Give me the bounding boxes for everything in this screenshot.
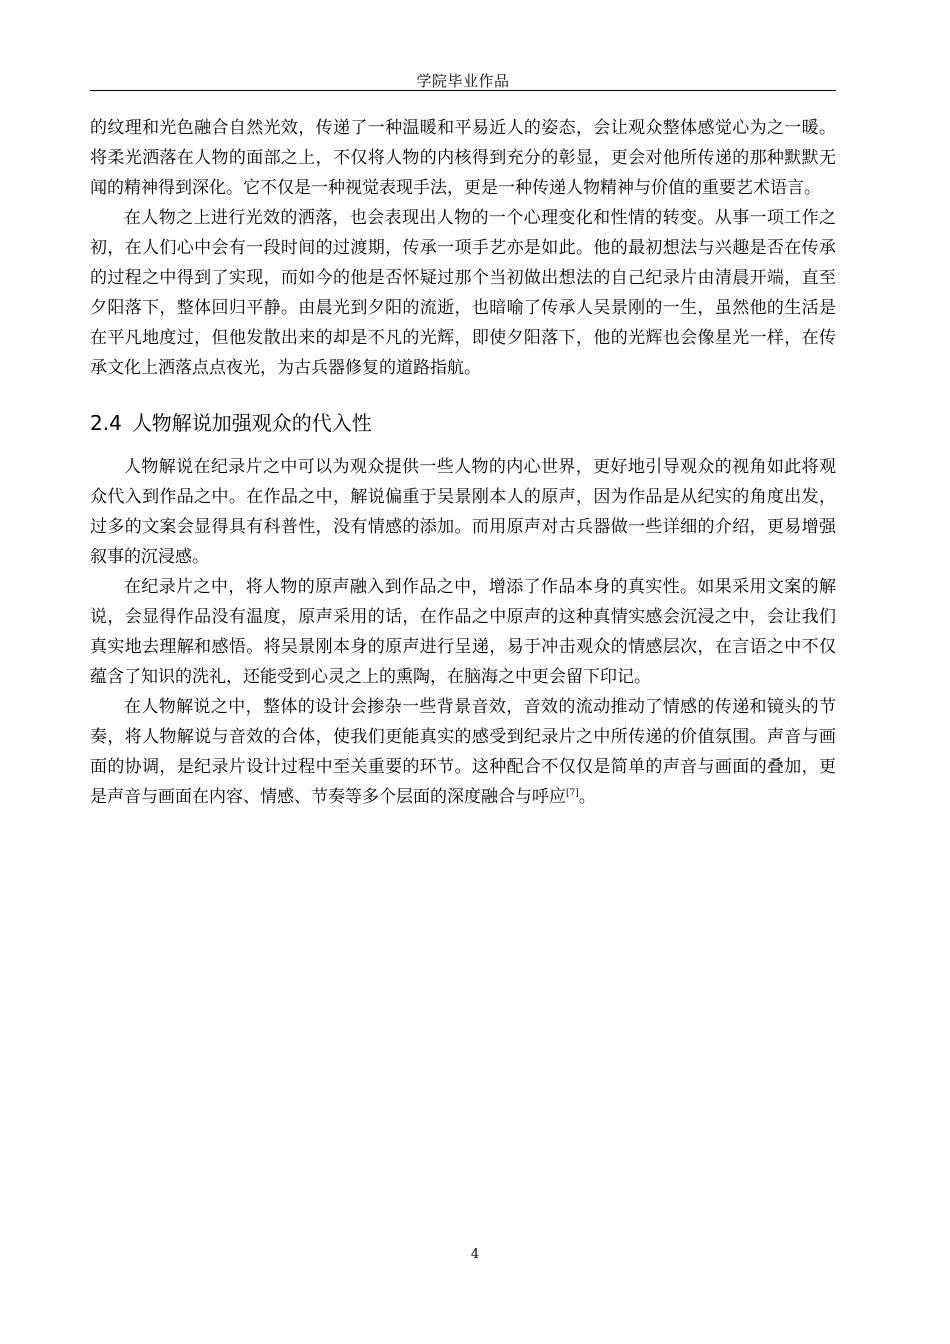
paragraph-ending: 。 [578,787,596,807]
page-body [90,113,836,812]
section-title: 人物解说加强观众的代入性 [131,411,372,435]
running-header: 学院毕业作品 [416,72,510,90]
paragraph: 在人物之上进行光效的洒落，也会表现出人物的一个心理变化和性情的转变。从事一项工作之初，在人们心中会有一段时间的过渡期，传承一项手艺亦是如此。他的最初想法与兴趣是否在传承的过程之中得到了实现，而如今的他是否怀疑过那个当初做出想法的自己纪录片由清晨开端，直至夕阳落下，整体回归平静。由晨光到夕阳的流逝，也暗喻了传承人吴景刚的一生，虽然他的生活是在平凡地度过，但他发散出来的却是不凡的光辉，即使夕阳落下，他的光辉也会像星光一样，在传承文化上洒落点点夜光，为古兵器修复的道路指航。 [90,208,836,378]
paragraph-with-citation [90,692,836,812]
paragraph: 人物解说在纪录片之中可以为观众提供一些人物的内心世界，更好地引导观众的视角如此将观众代入到作品之中。在作品之中，解说偏重于吴景刚本人的原声，因为作品是从纪实的角度出发，过多的文案会显得具有科普性，没有情感的添加。而用原声对古兵器做一些详细的介绍，更易增强叙事的沉浸感。 [90,457,836,567]
paragraph-text: 在人物解说之中，整体的设计会掺杂一些背景音效，音效的流动推动了情感的传递和镜头的节奏，将人物解说与音效的合体，使我们更能真实的感受到纪录片之中所传递的价值氛围。声音与画面的协调，是纪录片设计过程中至关重要的环节。这种配合不仅仅是简单的声音与画面的叠加，更是声音与画面在内容、情感、节奏等多个层面的深度融合与呼应 [90,697,836,807]
paragraph-continued: 的纹理和光色融合自然光效，传递了一种温暖和平易近人的姿态，会让观众整体感觉心为之一暖。将柔光洒落在人物的面部之上，不仅将人物的内核得到充分的彰显，更会对他所传递的那种默默无闻的精神得到深化。它不仅是一种视觉表现手法，更是一种传递人物精神与价值的重要艺术语言。 [90,118,836,198]
section-number: 2.4 [90,411,122,435]
page-number: 4 [470,1247,480,1262]
citation-reference: [7] [566,788,579,799]
header-divider [90,90,836,91]
paragraph: 在纪录片之中，将人物的原声融入到作品之中，增添了作品本身的真实性。如果采用文案的解说，会显得作品没有温度，原声采用的话，在作品之中原声的这种真情实感会沉浸之中，会让我们真实地去理解和感悟。将吴景刚本身的原声进行呈递，易于冲击观众的情感层次，在言语之中不仅蕴含了知识的洗礼，还能受到心灵之上的熏陶，在脑海之中更会留下印记。 [90,577,836,687]
section-heading [90,408,836,438]
